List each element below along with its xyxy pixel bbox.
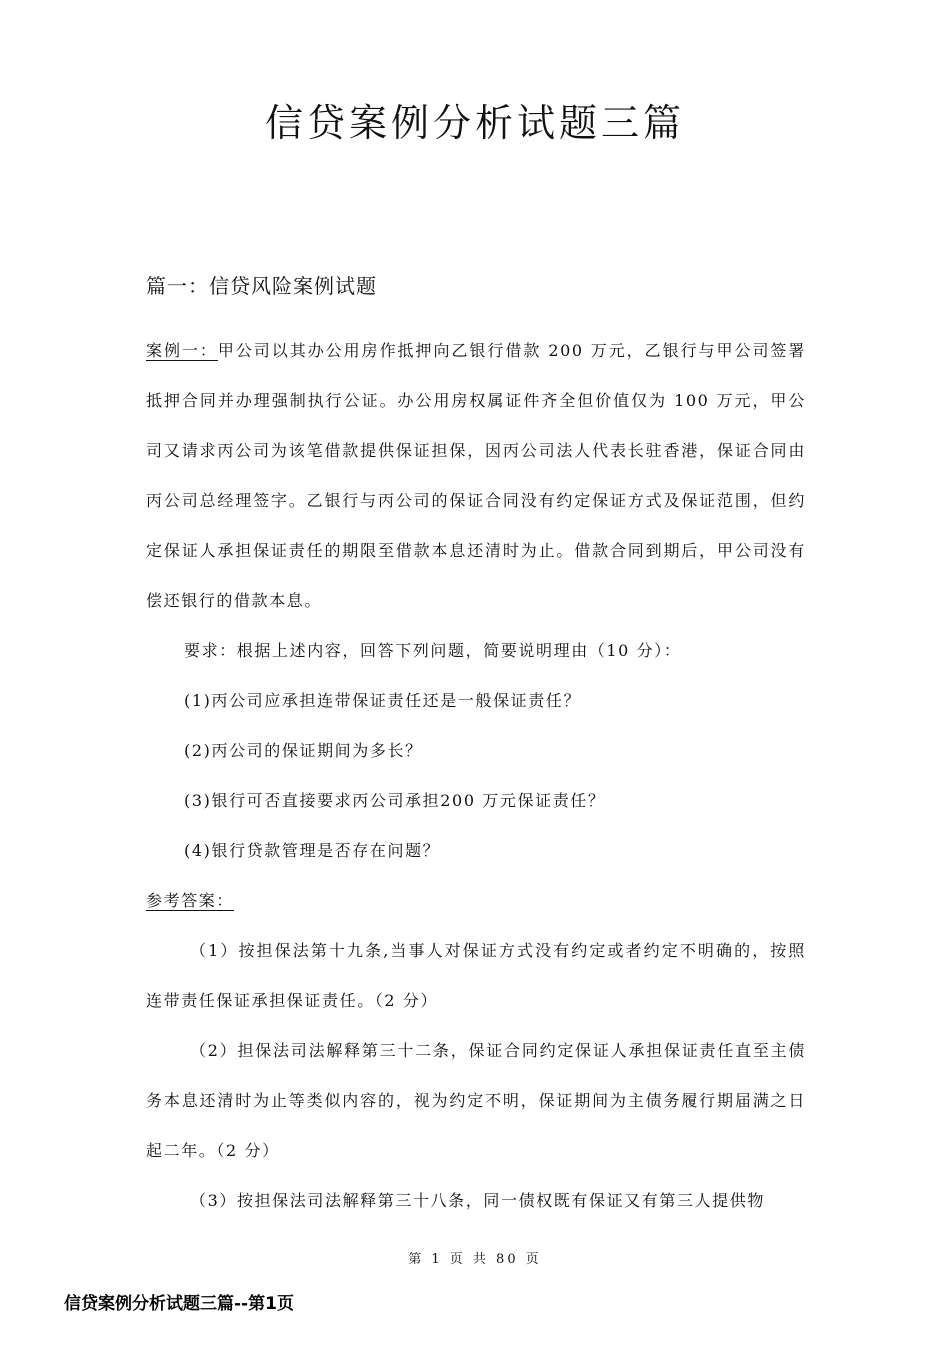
- question-item: (3)银行可否直接要求丙公司承担200 万元保证责任？: [184, 791, 606, 810]
- answer-heading: [146, 876, 806, 926]
- section-heading: 篇一：信贷风险案例试题: [146, 274, 377, 298]
- answer-item: （1）按担保法第十九条,当事人对保证方式没有约定或者约定不明确的，按照连带责任保证承担保证责任。（2 分）: [146, 941, 806, 1010]
- document-body: [146, 326, 806, 1226]
- document-title: 信贷案例分析试题三篇: [264, 101, 685, 145]
- question-item: (4)银行贷款管理是否存在问题？: [184, 841, 441, 860]
- case-paragraph: [146, 326, 806, 626]
- page-number: 第 1 页 共 80 页: [408, 1252, 542, 1267]
- answer-item: （2）担保法司法解释第三十二条，保证合同约定保证人承担保证责任直至主债务本息还清时为止等类似内容的，视为约定不明，保证期间为主债务履行期届满之日起二年。（2 分）: [146, 1041, 806, 1160]
- footer-caption: 信贷案例分析试题三篇--第1页: [64, 1294, 294, 1314]
- answer-label: 参考答案：: [146, 891, 235, 910]
- question-item: (1)丙公司应承担连带保证责任还是一般保证责任？: [184, 691, 582, 710]
- case-text: 甲公司以其办公用房作抵押向乙银行借款 200 万元，乙银行与甲公司签署抵押合同并办理强制执行公证。办公用房权属证件齐全但价值仅为 100 万元，甲公司又请求丙公司为该笔借款提供保证担保，因丙公司法人代表长驻香港，保证合同由丙公司总经理签字。乙银行与丙公司的保证合同没有约定保证方式及保证范围，但约定保证人承担保证责任的期限至借款本息还清时为止。借款合同到期后，甲公司没有偿还银行的借款本息。: [146, 341, 806, 610]
- requirement-text: 要求：根据上述内容，回答下列问题，简要说明理由（10 分）：: [184, 641, 682, 660]
- case-label: 案例一：: [146, 341, 218, 360]
- answer-item: （3）按担保法司法解释第三十八条，同一债权既有保证又有第三人提供物: [190, 1191, 765, 1210]
- question-item: (2)丙公司的保证期间为多长？: [184, 741, 423, 760]
